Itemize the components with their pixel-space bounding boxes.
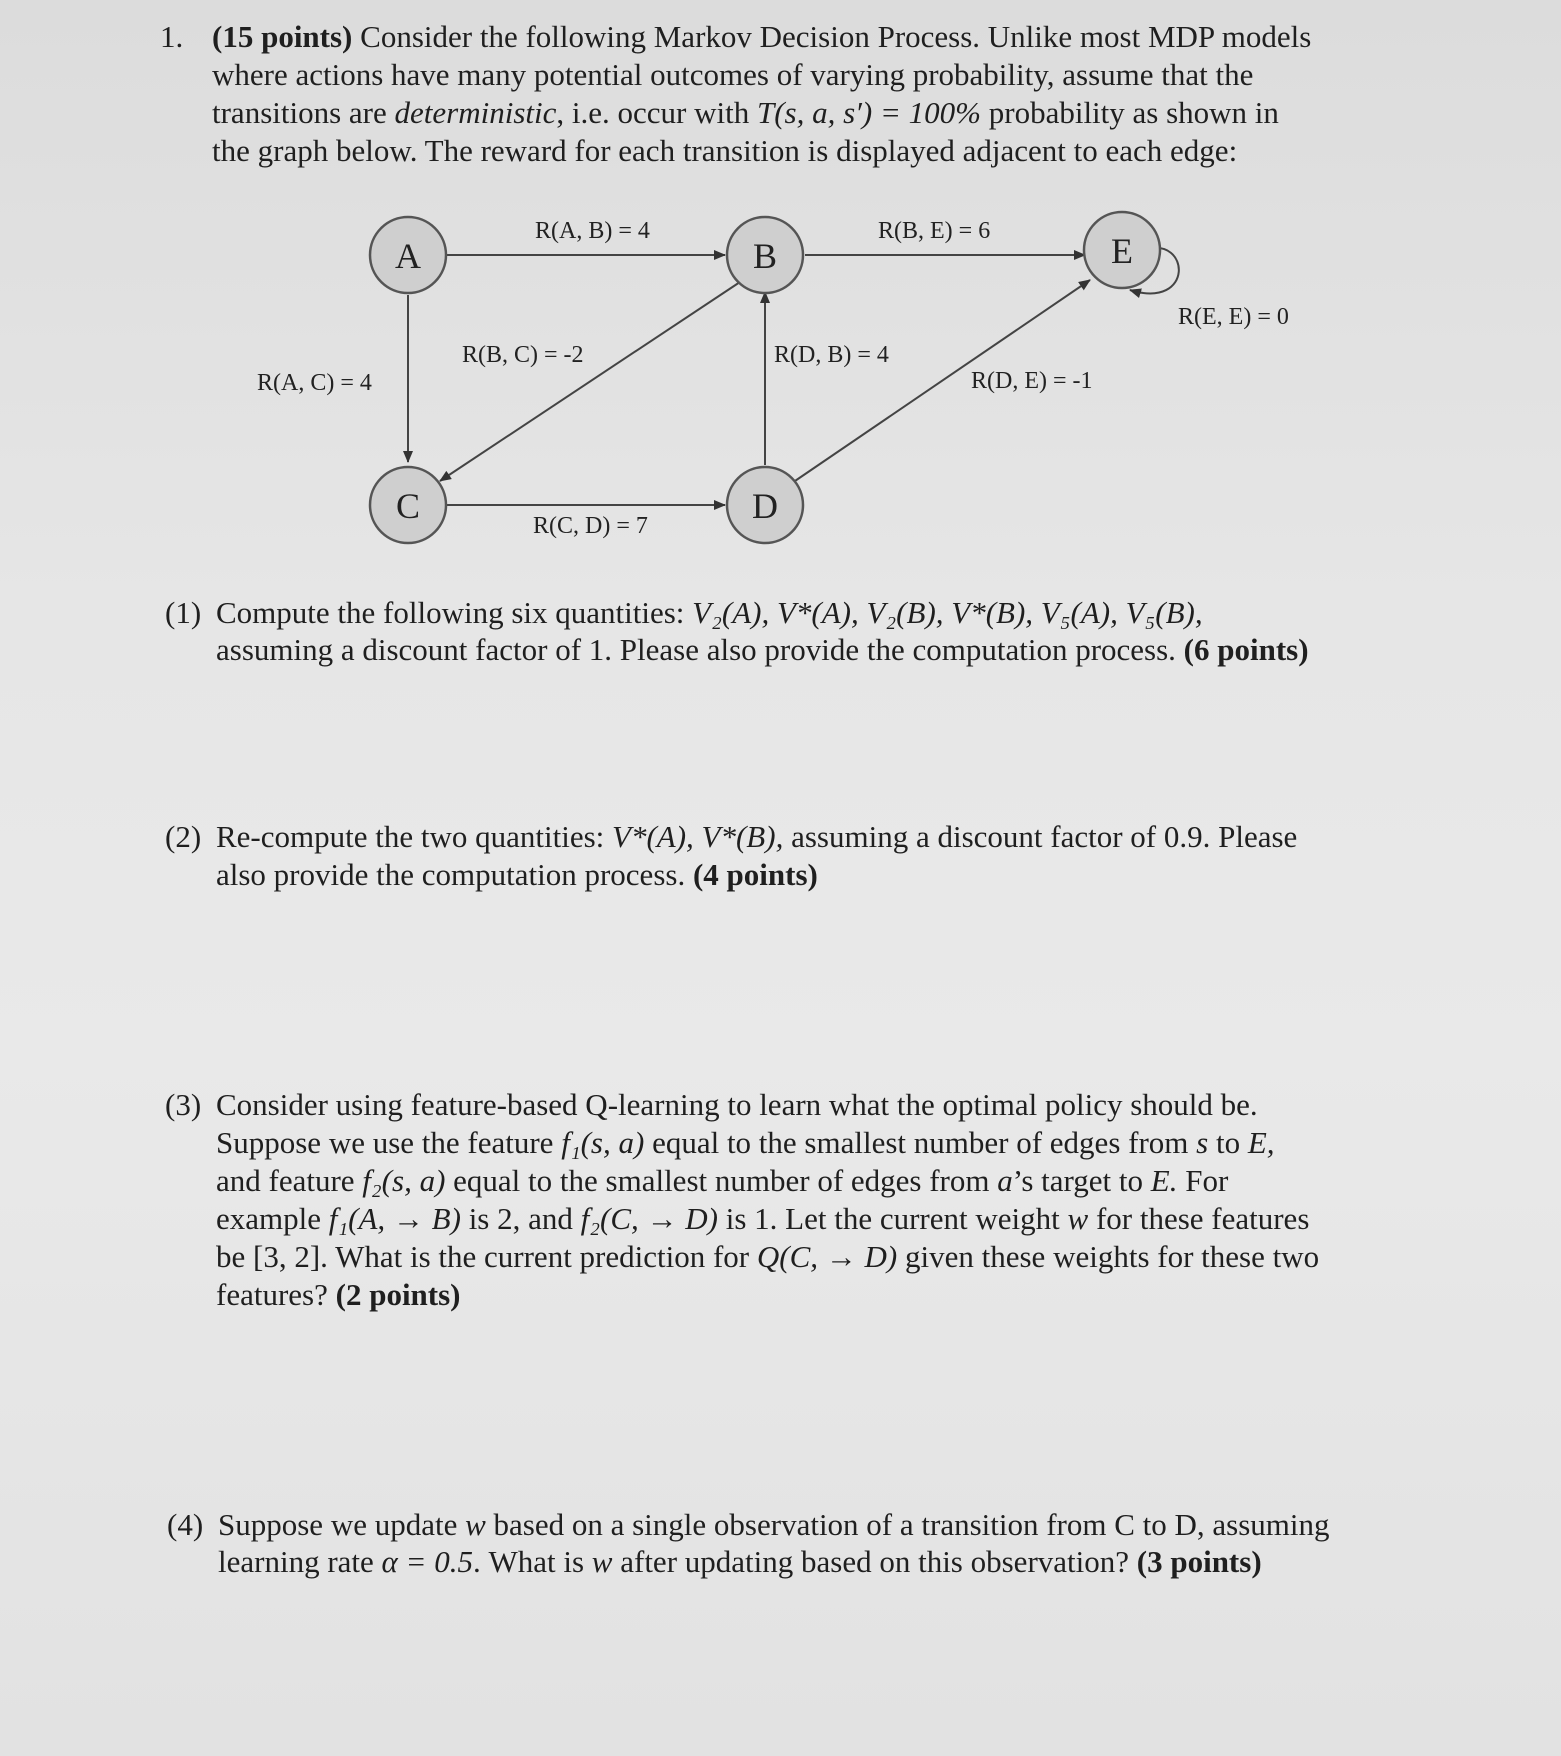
part-3-var-a: a bbox=[997, 1163, 1013, 1198]
part-4-text-2e: after updating based on this observation? bbox=[620, 1544, 1130, 1579]
intro-text-3c: , i.e. occur with bbox=[556, 95, 750, 130]
node-a bbox=[370, 217, 446, 293]
part-3-text-1: Consider using feature-based Q-learning to learn what the optimal policy should be. bbox=[216, 1087, 1258, 1122]
part-4-line-1 bbox=[218, 1506, 1330, 1544]
part-1-points: (6 points) bbox=[1183, 632, 1309, 667]
part-3-text-3g: For bbox=[1185, 1163, 1229, 1198]
part-1-text-2a: assuming a discount factor of 1. Please also provide the computation process. bbox=[216, 632, 1176, 667]
intro-text-3e: probability as shown in bbox=[988, 95, 1279, 130]
part-2-line-2 bbox=[216, 856, 818, 894]
intro-text-3a: transitions are bbox=[212, 95, 387, 130]
part-4-learning-rate: α = 0.5 bbox=[381, 1544, 473, 1579]
part-4-points: (3 points) bbox=[1136, 1544, 1262, 1579]
part-1-line-1 bbox=[216, 594, 1203, 632]
part-4-var-w2: w bbox=[591, 1544, 613, 1579]
edge-label-db: R(D, B) = 4 bbox=[774, 342, 889, 368]
part-3-text-4e: is 1. Let the current weight bbox=[725, 1201, 1060, 1236]
question-number: 1. bbox=[160, 19, 184, 54]
intro-text-4: the graph below. The reward for each transition is displayed adjacent to each edge: bbox=[212, 133, 1238, 168]
intro-text-1: Consider the following Markov Decision Process. Unlike most MDP models bbox=[360, 19, 1312, 54]
part-2-text-1c: assuming a discount factor of 0.9. Please bbox=[791, 819, 1298, 854]
node-e-label: E bbox=[1111, 231, 1133, 271]
part-3-feature-f1: f₁(s, a) bbox=[561, 1125, 645, 1160]
part-3-text-3e: ’s target to bbox=[1012, 1163, 1144, 1198]
part-3-example-f2: f₂(C, → D) bbox=[580, 1201, 718, 1236]
part-3-line-3 bbox=[216, 1162, 1228, 1200]
edge-label-bc: R(B, C) = -2 bbox=[462, 342, 584, 368]
part-4-var-w: w bbox=[465, 1507, 486, 1542]
part-3-text-6a: features? bbox=[216, 1277, 328, 1312]
question-intro-line-1 bbox=[212, 18, 1311, 56]
part-3-text-4c: is 2, and bbox=[468, 1201, 573, 1236]
part-2-number: (2) bbox=[165, 819, 202, 854]
part-1-line-2 bbox=[216, 631, 1309, 669]
part-4-text-2c: . What is bbox=[472, 1544, 585, 1579]
node-a-label: A bbox=[395, 236, 421, 276]
part-3-number: (3) bbox=[165, 1087, 202, 1122]
part-3-text-4a: example bbox=[216, 1201, 322, 1236]
part-4-text-1a: Suppose we update bbox=[218, 1507, 458, 1542]
part-4-line-2 bbox=[218, 1543, 1262, 1581]
part-4-text-1c: based on a single observation of a transition from C to D, assuming bbox=[493, 1507, 1330, 1542]
part-4-text-2a: learning rate bbox=[218, 1544, 374, 1579]
part-3-line-2 bbox=[216, 1124, 1275, 1162]
node-b bbox=[727, 217, 803, 293]
edge-label-de: R(D, E) = -1 bbox=[971, 368, 1093, 394]
part-3-var-s: s bbox=[1196, 1125, 1209, 1160]
part-2-quantities: V*(A), V*(B), bbox=[612, 819, 784, 854]
node-d bbox=[727, 467, 803, 543]
part-3-var-e2: E. bbox=[1150, 1163, 1178, 1198]
part-3-var-e: E, bbox=[1247, 1125, 1275, 1160]
part-3-example-f1: f₁(A, → B) bbox=[328, 1201, 461, 1236]
part-3-text-2a: Suppose we use the feature bbox=[216, 1125, 554, 1160]
part-3-text-2c: equal to the smallest number of edges from bbox=[652, 1125, 1189, 1160]
part-2-line-1 bbox=[216, 818, 1297, 856]
node-c-label: C bbox=[395, 486, 421, 526]
edge-b-to-c bbox=[440, 282, 740, 481]
part-3-q-value: Q(C, → D) bbox=[756, 1239, 898, 1274]
edge-label-ac: R(A, C) = 4 bbox=[257, 370, 372, 396]
part-4-number: (4) bbox=[167, 1507, 204, 1542]
node-c bbox=[370, 467, 446, 543]
part-3-var-w: w bbox=[1067, 1201, 1089, 1236]
node-d-label: D bbox=[752, 486, 778, 526]
part-2-text-2a: also provide the computation process. bbox=[216, 857, 686, 892]
part-1-number: (1) bbox=[165, 595, 202, 630]
part-3-points: (2 points) bbox=[335, 1277, 461, 1312]
part-3-text-5a: be [3, 2]. What is the current prediction for bbox=[216, 1239, 750, 1274]
question-intro-line-4 bbox=[212, 132, 1237, 170]
edge-label-be: R(B, E) = 6 bbox=[878, 218, 991, 244]
intro-text-2: where actions have many potential outcomes of varying probability, assume that the bbox=[212, 57, 1254, 92]
part-1-quantities: V₂(A), V*(A), V₂(B), V*(B), V₅(A), V₅(B), bbox=[692, 595, 1203, 630]
node-e bbox=[1084, 212, 1160, 288]
part-3-text-5c: given these weights for these two bbox=[905, 1239, 1320, 1274]
part-3-line-6 bbox=[216, 1276, 461, 1314]
mdp-graph-diagram bbox=[230, 200, 1350, 560]
part-3-line-1 bbox=[216, 1086, 1258, 1124]
question-intro-line-3 bbox=[212, 94, 1279, 132]
part-3-text-3c: equal to the smallest number of edges from bbox=[453, 1163, 990, 1198]
part-3-text-2e: to bbox=[1215, 1125, 1241, 1160]
intro-formula-transition: T(s, a, s′) = 100% bbox=[756, 95, 981, 130]
question-points: (15 points) bbox=[212, 19, 353, 54]
part-2-text-1a: Re-compute the two quantities: bbox=[216, 819, 605, 854]
edge-label-cd: R(C, D) = 7 bbox=[533, 513, 648, 539]
part-2-points: (4 points) bbox=[692, 857, 818, 892]
part-3-line-5 bbox=[216, 1238, 1319, 1276]
part-3-text-4g: for these features bbox=[1095, 1201, 1310, 1236]
node-b-label: B bbox=[752, 236, 778, 276]
part-3-line-4 bbox=[216, 1200, 1309, 1238]
part-3-feature-f2: f₂(s, a) bbox=[362, 1163, 446, 1198]
edge-label-ee: R(E, E) = 0 bbox=[1178, 304, 1289, 330]
question-intro-line-2 bbox=[212, 56, 1253, 94]
part-1-text-1a: Compute the following six quantities: bbox=[216, 595, 685, 630]
edge-label-ab: R(A, B) = 4 bbox=[535, 218, 650, 244]
intro-text-deterministic: deterministic bbox=[394, 95, 557, 130]
part-3-text-3a: and feature bbox=[216, 1163, 355, 1198]
